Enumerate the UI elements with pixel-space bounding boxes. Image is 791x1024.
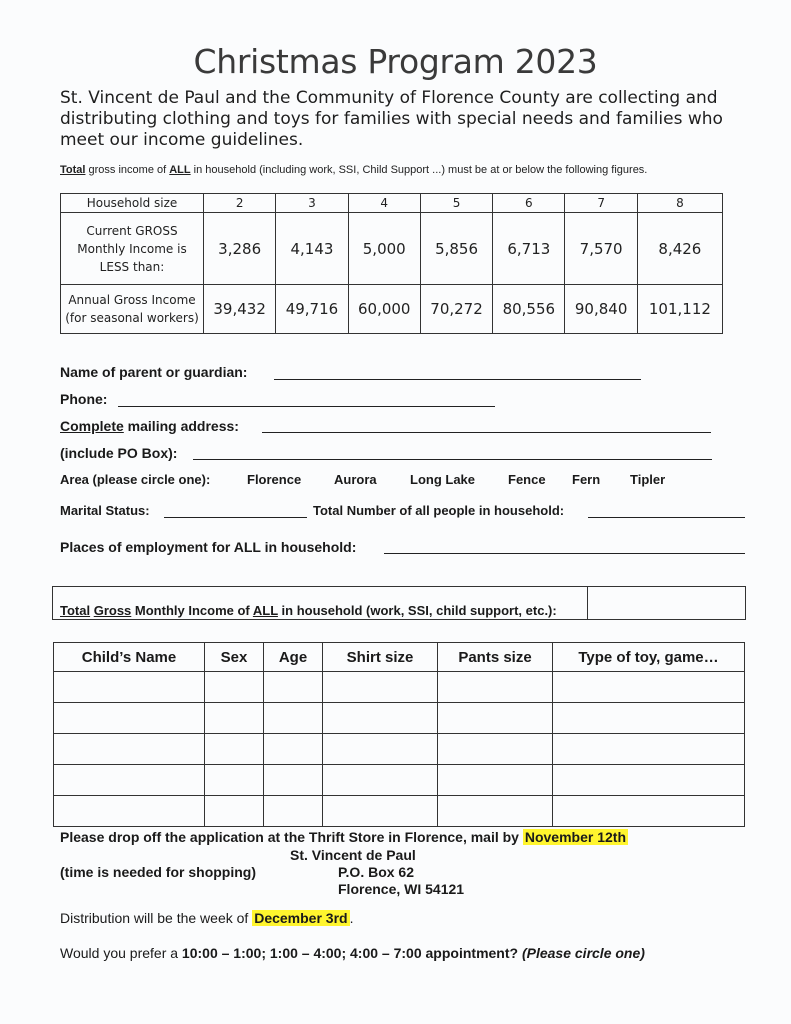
dropoff-deadline: November 12th (524, 829, 627, 845)
column-header-toy-type: Type of toy, game… (553, 643, 745, 672)
appointment-preference: Would you prefer a 10:00 – 1:00; 1:00 – 4:00; 4:00 – 7:00 appointment? (Please circle one) (60, 945, 645, 961)
annual-income-cell: 39,432 (204, 285, 276, 334)
table-cell[interactable] (553, 765, 745, 796)
table-cell[interactable] (553, 796, 745, 827)
area-label: Area (please circle one): (60, 472, 211, 487)
table-cell[interactable] (438, 734, 553, 765)
monthly-income-cell: 4,143 (276, 213, 348, 285)
phone-label: Phone: (60, 391, 108, 407)
po-box-label: (include PO Box): (60, 445, 178, 461)
total-people-label: Total Number of all people in household: (313, 503, 565, 518)
table-cell[interactable] (323, 796, 438, 827)
column-header-shirt-size: Shirt size (323, 643, 438, 672)
table-row (54, 765, 745, 796)
household-size-cell: 6 (493, 194, 565, 213)
parent-name-line[interactable] (274, 379, 641, 380)
distribution-date: December 3rd (254, 910, 348, 926)
distribution-note: Distribution will be the week of December 3rd . (60, 910, 354, 926)
dropoff-instructions: Please drop off the application at the Thrift Store in Florence, mail by November 12th (60, 829, 627, 845)
table-row (54, 703, 745, 734)
intro-text: St. Vincent de Paul and the Community of Florence County are collecting and distributing clothing and toys for families with special needs and families who meet our income guidelines. (60, 88, 723, 150)
table-cell[interactable] (438, 703, 553, 734)
table-cell[interactable] (438, 672, 553, 703)
household-size-cell: 2 (204, 194, 276, 213)
address-label: Complete mailing address: (60, 418, 239, 434)
gross-income-input[interactable] (589, 588, 743, 618)
monthly-income-cell: 3,286 (204, 213, 276, 285)
table-cell[interactable] (54, 796, 205, 827)
address-line[interactable] (262, 432, 711, 433)
table-row (54, 672, 745, 703)
annual-income-cell: 49,716 (276, 285, 348, 334)
household-size-label: Household size (61, 194, 204, 213)
monthly-income-cell: 6,713 (493, 213, 565, 285)
income-guidelines-table (60, 193, 723, 334)
table-cell[interactable] (323, 672, 438, 703)
table-cell[interactable] (323, 765, 438, 796)
area-option-long-lake[interactable]: Long Lake (410, 472, 476, 487)
table-row (54, 796, 745, 827)
parent-name-label: Name of parent or guardian: (60, 364, 248, 380)
table-cell[interactable] (54, 703, 205, 734)
employment-label: Places of employment for ALL in household: (60, 539, 357, 555)
note-all: ALL (169, 164, 191, 176)
household-size-cell: 3 (276, 194, 348, 213)
table-cell[interactable] (205, 734, 264, 765)
table-cell[interactable] (54, 765, 205, 796)
employment-line[interactable] (384, 553, 745, 554)
monthly-income-cell: 7,570 (565, 213, 637, 285)
org-name: St. Vincent de Paul (290, 847, 416, 863)
appointment-slots[interactable]: 10:00 – 1:00; 1:00 – 4:00; 4:00 – 7:00 appointment? (181, 945, 519, 961)
gross-income-label: Total Gross Monthly Income of ALL in household (work, SSI, child support, etc.): (60, 603, 557, 618)
annual-income-cell: 70,272 (420, 285, 492, 334)
page-title: Christmas Program 2023 (193, 42, 598, 81)
po-box-line[interactable] (193, 459, 712, 460)
table-cell[interactable] (205, 703, 264, 734)
table-cell[interactable] (264, 703, 323, 734)
annual-income-cell: 101,112 (637, 285, 722, 334)
column-header-sex: Sex (205, 643, 264, 672)
phone-line[interactable] (118, 406, 495, 407)
annual-income-cell: 60,000 (348, 285, 420, 334)
table-row (61, 194, 723, 213)
gross-income-divider (587, 586, 588, 619)
area-option-tipler[interactable]: Tipler (630, 472, 666, 487)
circle-instruction: (Please circle one) (521, 945, 645, 961)
table-header-row (54, 643, 745, 672)
monthly-income-label: Current GROSS Monthly Income is LESS than: (61, 213, 204, 285)
table-cell[interactable] (264, 796, 323, 827)
table-row (61, 285, 723, 334)
total-people-line[interactable] (588, 517, 745, 518)
column-header-child-name: Child’s Name (54, 643, 205, 672)
monthly-income-cell: 5,856 (420, 213, 492, 285)
area-option-florence[interactable]: Florence (247, 472, 302, 487)
monthly-income-cell: 8,426 (637, 213, 722, 285)
table-cell[interactable] (205, 796, 264, 827)
table-cell[interactable] (553, 703, 745, 734)
table-cell[interactable] (264, 734, 323, 765)
household-size-cell: 8 (637, 194, 722, 213)
annual-income-cell: 80,556 (493, 285, 565, 334)
annual-income-cell: 90,840 (565, 285, 637, 334)
area-option-fence[interactable]: Fence (508, 472, 546, 487)
table-cell[interactable] (323, 703, 438, 734)
table-cell[interactable] (438, 796, 553, 827)
table-cell[interactable] (264, 765, 323, 796)
table-cell[interactable] (438, 765, 553, 796)
column-header-age: Age (264, 643, 323, 672)
shopping-time-note: (time is needed for shopping) (60, 864, 257, 880)
table-cell[interactable] (553, 734, 745, 765)
household-size-cell: 4 (348, 194, 420, 213)
column-header-pants-size: Pants size (438, 643, 553, 672)
table-cell[interactable] (553, 672, 745, 703)
city-state-zip: Florence, WI 54121 (338, 881, 465, 897)
table-cell[interactable] (264, 672, 323, 703)
household-size-cell: 5 (420, 194, 492, 213)
area-option-fern[interactable]: Fern (572, 472, 601, 487)
income-note: Total gross income of ALL in household (including work, SSI, Child Support ...) must be at or below the following figures. (60, 164, 648, 176)
annual-income-label: Annual Gross Income (for seasonal workers) (61, 285, 204, 334)
area-option-aurora[interactable]: Aurora (334, 472, 377, 487)
table-cell[interactable] (205, 765, 264, 796)
marital-status-label: Marital Status: (60, 503, 150, 518)
table-cell[interactable] (323, 734, 438, 765)
table-cell[interactable] (54, 734, 205, 765)
children-table (53, 642, 745, 827)
table-row (61, 213, 723, 285)
monthly-income-cell: 5,000 (348, 213, 420, 285)
household-size-cell: 7 (565, 194, 637, 213)
table-row (54, 734, 745, 765)
table-cell[interactable] (205, 672, 264, 703)
po-box: P.O. Box 62 (338, 864, 415, 880)
table-cell[interactable] (54, 672, 205, 703)
note-total: Total (60, 164, 86, 176)
marital-status-line[interactable] (164, 517, 307, 518)
